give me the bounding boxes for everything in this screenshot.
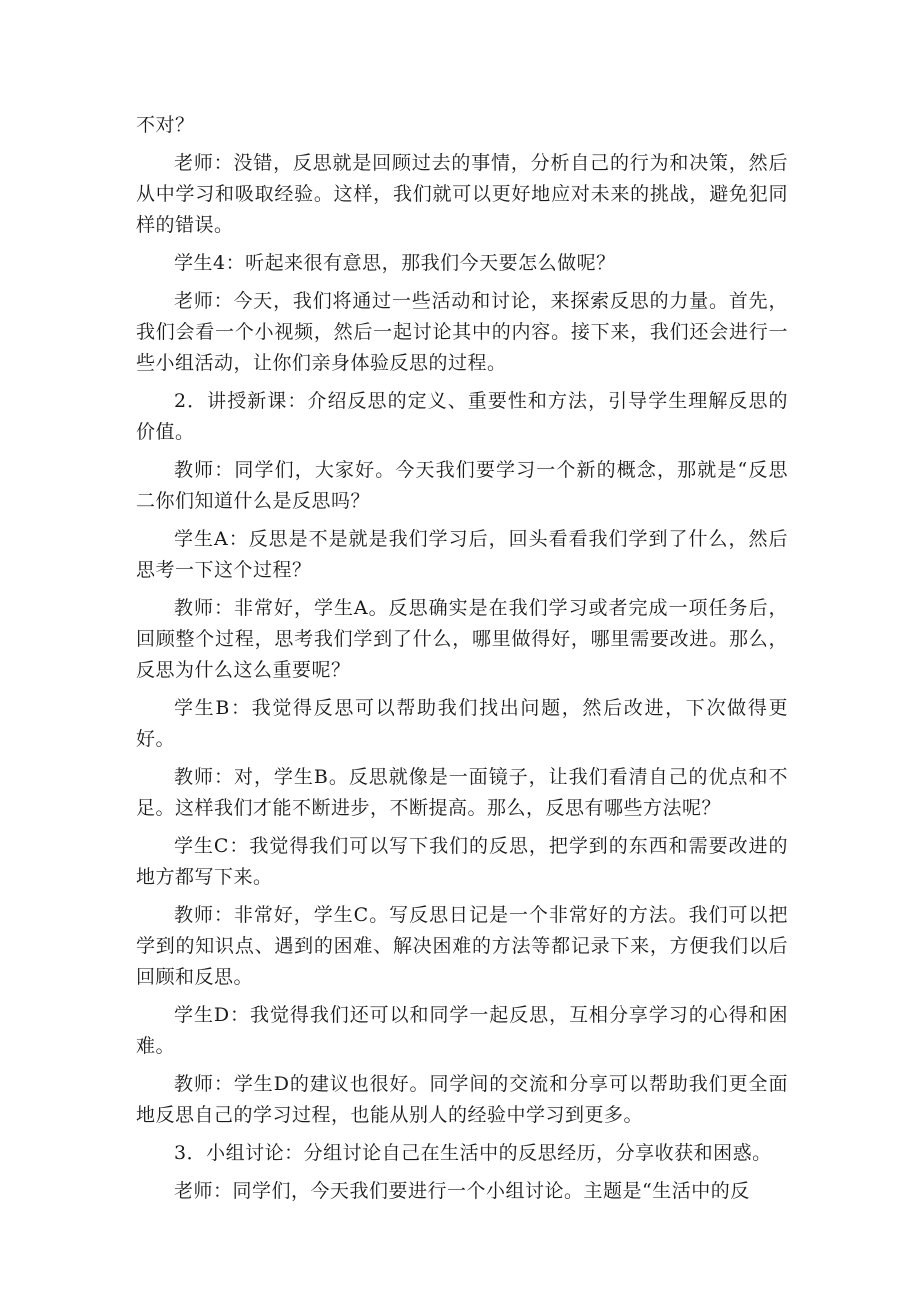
paragraph-teacher: 教师：同学们，大家好。今天我们要学习一个新的概念，那就是“反思二你们知道什么是反思吗？ bbox=[136, 459, 788, 512]
paragraph-teacher: 教师：非常好，学生A。反思确实是在我们学习或者完成一项任务后，回顾整个过程，思考我们学到了什么，哪里做得好，哪里需要改进。那么，反思为什么这么重要呢？ bbox=[136, 597, 788, 681]
paragraph-student: 学生C：我觉得我们可以写下我们的反思，把学到的东西和需要改进的地方都写下来。 bbox=[136, 835, 788, 888]
paragraph-teacher: 教师：非常好，学生C。写反思日记是一个非常好的方法。我们可以把学到的知识点、遇到的困难、解决困难的方法等都记录下来，方便我们以后回顾和反思。 bbox=[136, 904, 788, 988]
paragraph-teacher: 老师：没错，反思就是回顾过去的事情，分析自己的行为和决策，然后从中学习和吸取经验。这样，我们就可以更好地应对未来的挑战，避免犯同样的错误。 bbox=[136, 152, 788, 236]
paragraph-teacher: 老师：同学们，今天我们要进行一个小组讨论。主题是“生活中的反 bbox=[174, 1180, 750, 1202]
paragraph-student: 学生A：反思是不是就是我们学习后，回头看看我们学到了什么，然后思考一下这个过程？ bbox=[136, 528, 788, 581]
paragraph-teacher: 教师：对，学生B。反思就像是一面镜子，让我们看清自己的优点和不足。这样我们才能不断进步，不断提高。那么，反思有哪些方法呢？ bbox=[136, 766, 788, 819]
paragraph-teacher: 老师：今天，我们将通过一些活动和讨论，来探索反思的力量。首先，我们会看一个小视频，然后一起讨论其中的内容。接下来，我们还会进行一些小组活动，让你们亲身体验反思的过程。 bbox=[136, 290, 788, 374]
paragraph-student: 学生B：我觉得反思可以帮助我们找出问题，然后改进，下次做得更好。 bbox=[136, 697, 788, 750]
paragraph-student: 学生D：我觉得我们还可以和同学一起反思，互相分享学习的心得和困难。 bbox=[136, 1004, 788, 1057]
paragraph-continuation: 不对？ bbox=[136, 114, 195, 136]
section-heading: 3．小组讨论：分组讨论自己在生活中的反思经历，分享收获和困惑。 bbox=[174, 1142, 772, 1164]
paragraph-student: 学生4：听起来很有意思，那我们今天要怎么做呢？ bbox=[174, 252, 616, 274]
section-heading: 2．讲授新课：介绍反思的定义、重要性和方法，引导学生理解反思的价值。 bbox=[136, 390, 788, 443]
paragraph-teacher: 教师：学生D的建议也很好。同学间的交流和分享可以帮助我们更全面地反思自己的学习过程，也能从别人的经验中学习到更多。 bbox=[136, 1073, 788, 1126]
document-body bbox=[136, 110, 788, 1214]
